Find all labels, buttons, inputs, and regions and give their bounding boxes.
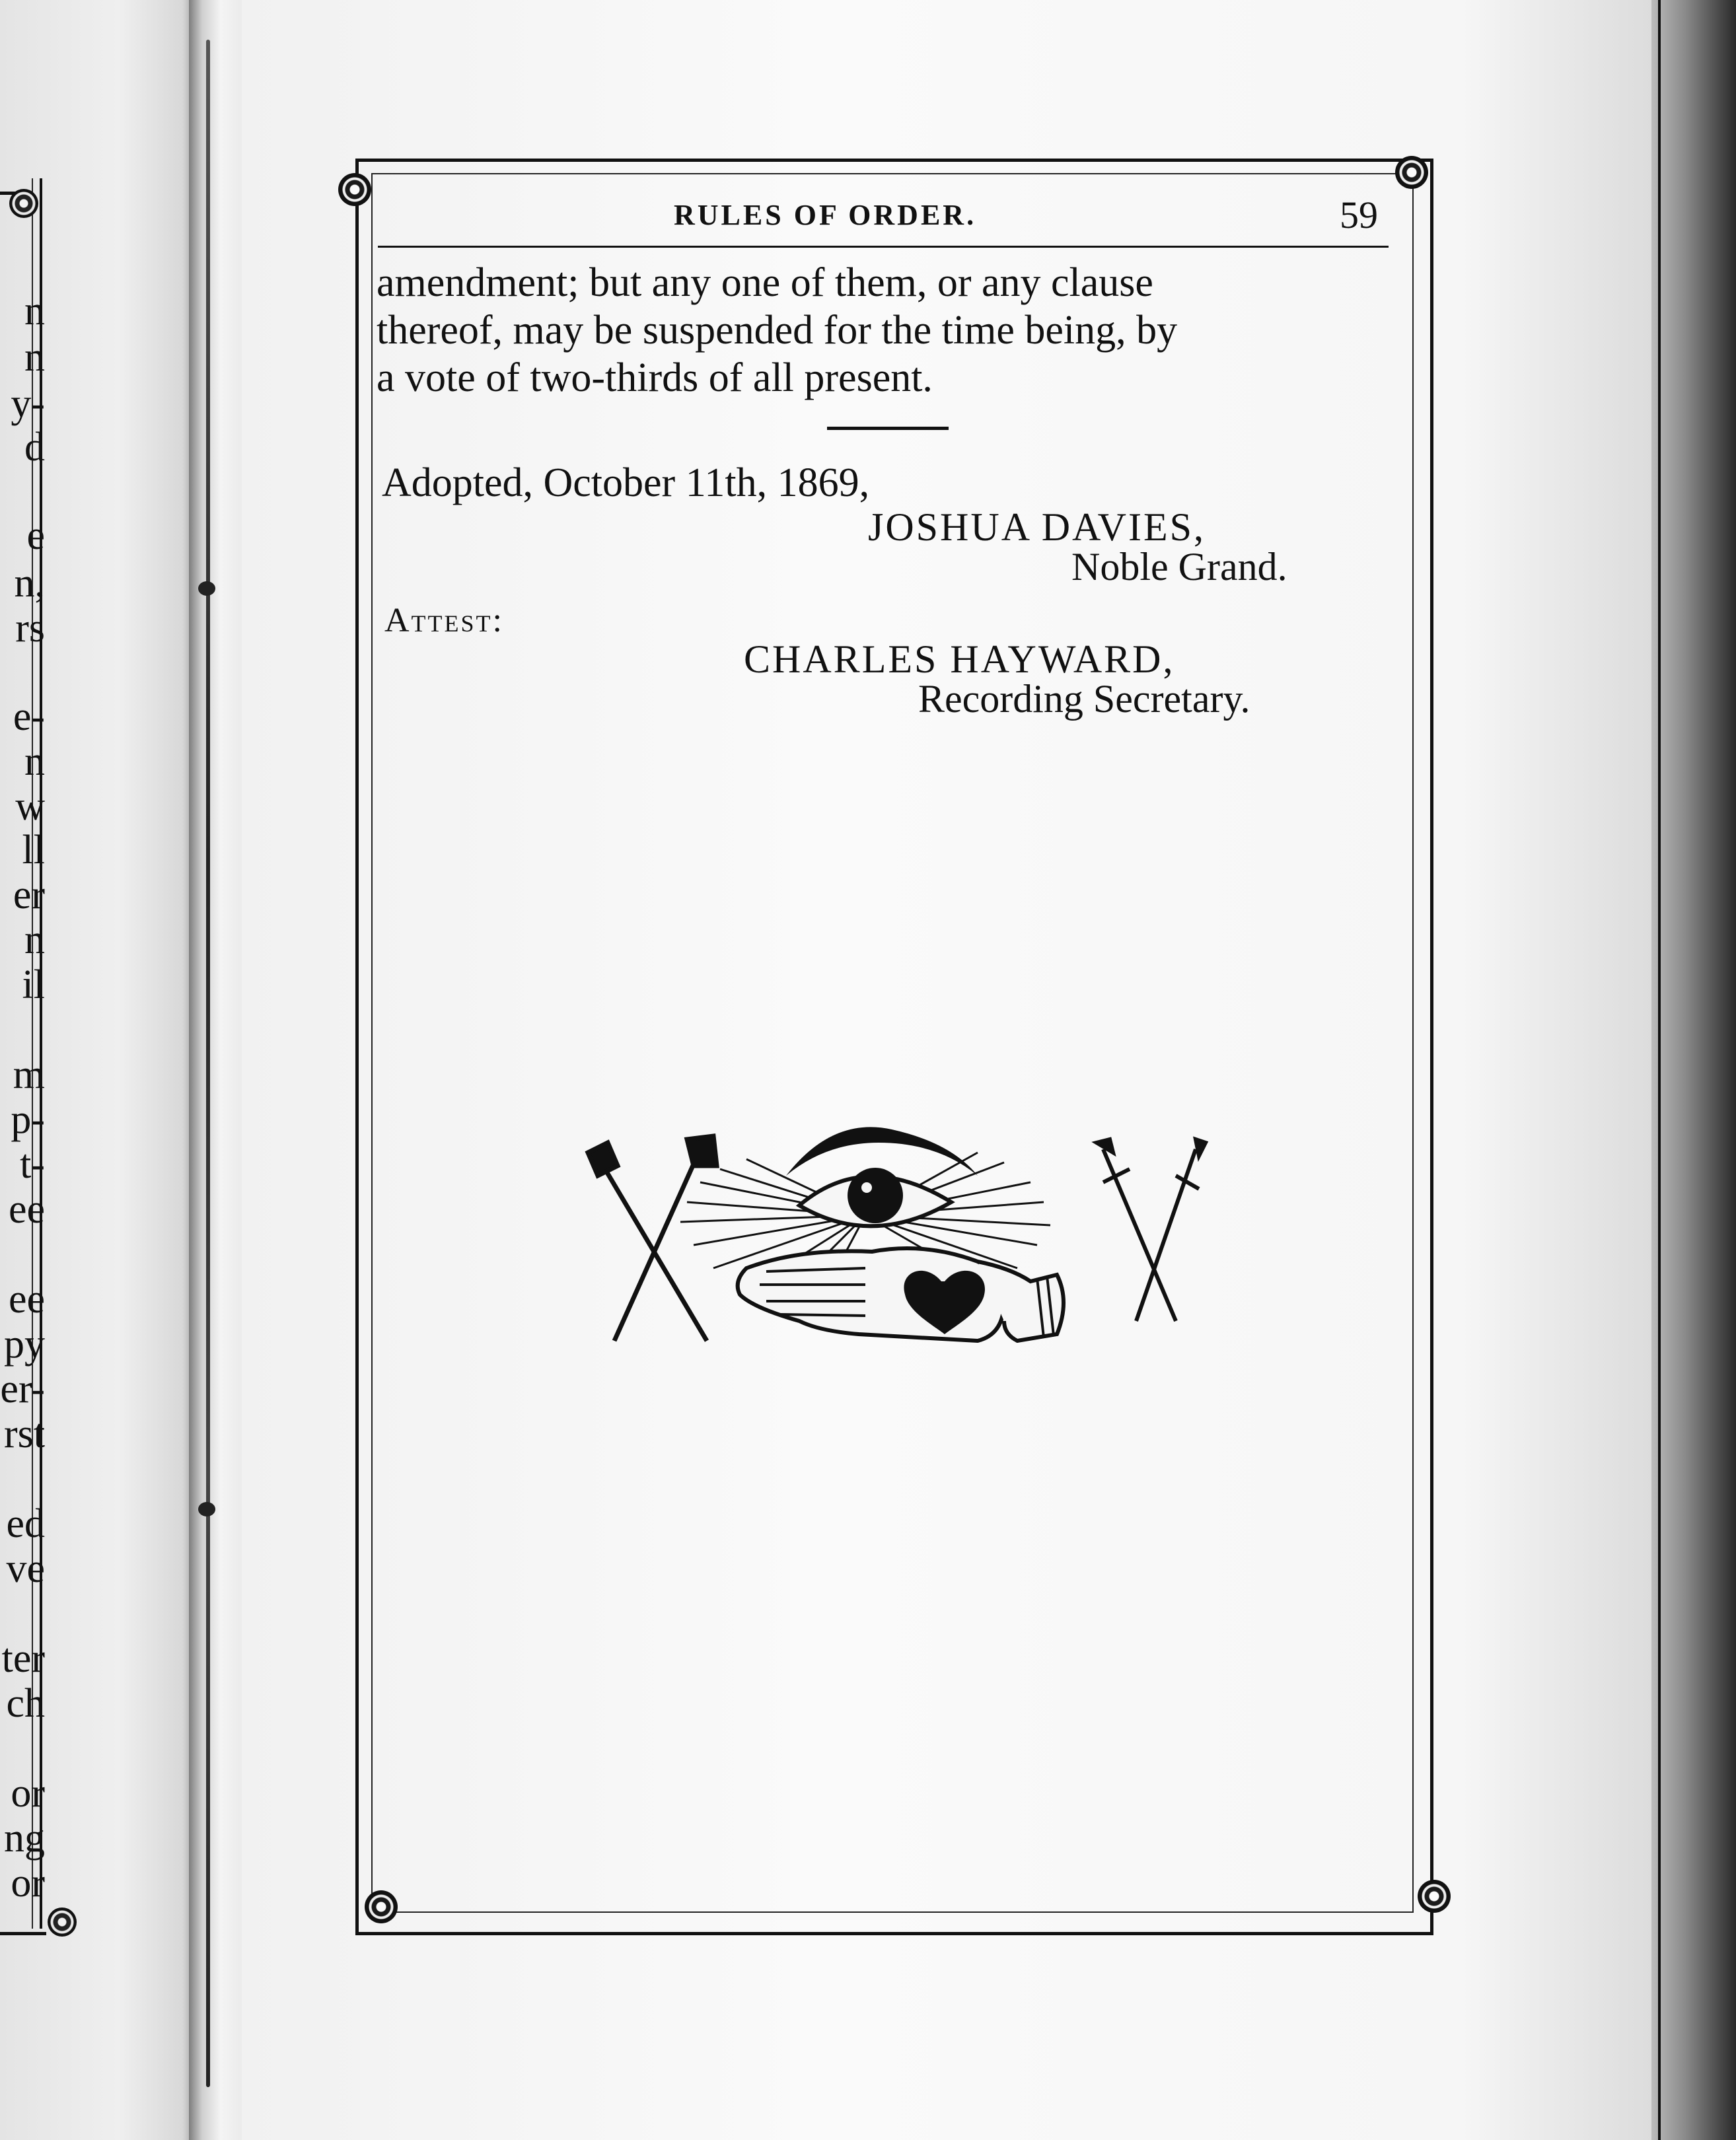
facing-text-fragment: p- <box>11 1097 45 1142</box>
facing-text-fragment: d <box>24 425 45 470</box>
crossed-daggers-icon <box>1097 1139 1206 1321</box>
crossed-axes-icon <box>588 1136 717 1341</box>
eye-hand-heart-emblem-icon <box>581 1103 1229 1420</box>
noble-grand-name: JOSHUA DAVIES, <box>868 505 1206 549</box>
hand-with-heart-icon <box>738 1248 1064 1341</box>
noble-grand-title: Noble Grand. <box>1071 545 1287 588</box>
running-title: RULES OF ORDER. <box>674 199 977 231</box>
secretary-name: CHARLES HAYWARD, <box>744 637 1175 681</box>
facing-text-fragment: w <box>15 784 45 829</box>
facing-text-fragment: er- <box>0 1367 45 1411</box>
facing-text-fragment: rst <box>4 1411 45 1456</box>
page-number: 59 <box>1340 194 1378 236</box>
facing-text-fragment: er <box>13 873 45 917</box>
facing-page <box>0 0 198 2140</box>
facing-text-fragment: n <box>24 335 45 380</box>
facing-text-fragment: n <box>24 739 45 784</box>
facing-text-fragment: py <box>4 1322 45 1367</box>
facing-text-fragment: t- <box>20 1142 45 1187</box>
corner-rosette-icon <box>1418 1880 1451 1913</box>
facing-text-fragment: ll <box>22 828 45 873</box>
facing-text-fragment: ee <box>8 1187 45 1232</box>
facing-text-fragment: ve <box>6 1546 45 1591</box>
facing-text-fragment: n, <box>14 561 45 606</box>
running-header <box>377 194 1394 251</box>
corner-rosette-icon <box>365 1890 398 1923</box>
body-line: amendment; but any one of them, or any clause <box>377 260 1153 305</box>
facing-text-fragment: y- <box>11 381 45 426</box>
adoption-date: Adopted, October 11th, 1869, <box>382 460 870 505</box>
facing-page-text <box>0 0 45 2140</box>
facing-text-fragment: m <box>13 1052 45 1097</box>
binding-thread <box>206 40 210 2087</box>
facing-text-fragment: or <box>11 1861 45 1906</box>
facing-text-fragment: ng <box>4 1816 45 1861</box>
page-edge-line <box>1658 0 1661 2140</box>
facing-text-fragment: ed <box>6 1501 45 1546</box>
header-rule <box>378 246 1389 248</box>
page-edge-shadow <box>1651 0 1736 2140</box>
secretary-title: Recording Secretary. <box>918 677 1250 721</box>
page-border-inner <box>371 173 1414 1913</box>
facing-text-fragment: il <box>22 962 45 1007</box>
all-seeing-eye-icon <box>786 1127 978 1226</box>
body-line: a vote of two-thirds of all present. <box>377 355 933 400</box>
facing-text-fragment: e <box>26 513 45 558</box>
facing-text-fragment: ter <box>1 1636 45 1681</box>
facing-text-fragment: rs <box>15 606 45 651</box>
binding-stitch <box>198 1502 215 1516</box>
facing-text-fragment: e- <box>13 694 45 739</box>
body-line: thereof, may be suspended for the time being, by <box>377 308 1178 353</box>
book-gutter <box>189 0 242 2140</box>
facing-text-fragment: n <box>24 289 45 334</box>
facing-text-fragment: ee <box>8 1277 45 1322</box>
facing-text-fragment: or <box>11 1771 45 1816</box>
corner-rosette-icon <box>48 1908 77 1937</box>
attest-label: Attest: <box>384 602 504 639</box>
facing-text-fragment: n <box>24 917 45 962</box>
facing-text-fragment: ch <box>6 1681 45 1726</box>
binding-stitch <box>198 581 215 596</box>
body-paragraph <box>377 259 1400 402</box>
corner-rosette-icon <box>1395 156 1428 189</box>
corner-rosette-icon <box>338 173 371 206</box>
section-divider <box>827 427 949 430</box>
